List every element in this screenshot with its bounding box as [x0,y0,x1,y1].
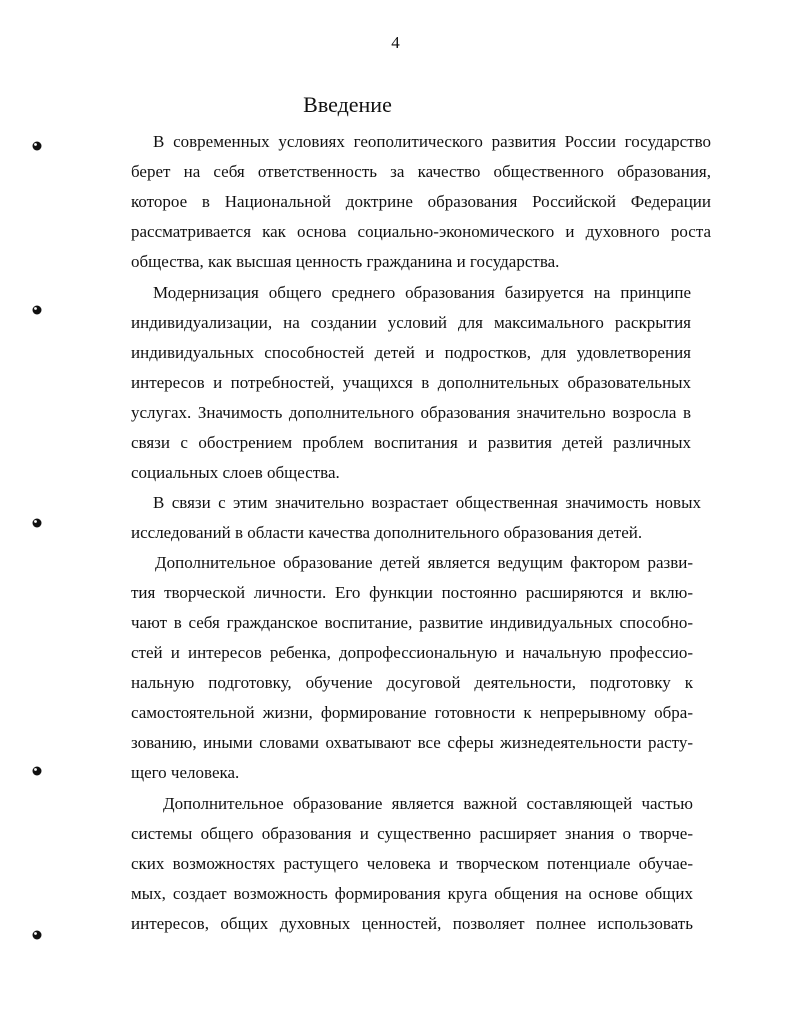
paragraph-4 [131,548,693,788]
text-line: ских возможностях растущего человека и творческом потенциале обучае- [131,854,693,873]
text-line: которое в Национальной доктрине образования Российской Федерации [131,192,711,211]
text-line: чают в себя гражданское воспитание, развитие индивидуальных способно- [131,613,693,632]
page-number: 4 [391,33,400,52]
text-line: индивидуализации, на создании условий для максимального раскрытия [131,313,691,332]
section-heading: Введение [303,92,392,117]
text-line: тия творческой личности. Его функции постоянно расширяются и вклю- [131,583,693,602]
text-line: индивидуальных способностей детей и подростков, для удовлетворения [131,343,691,362]
text-line: самостоятельной жизни, формирование готовности к непрерывному обра- [131,703,693,722]
text-line: услугах. Значимость дополнительного образования значительно возросла в [131,403,691,422]
binding-hole-mark [31,765,43,777]
binding-hole-mark [31,517,43,529]
text-line: стей и интересов ребенка, допрофессиональную и начальную профессио- [131,643,693,662]
text-line: интересов, общих духовных ценностей, позволяет полнее использовать [131,914,693,933]
text-line: социальных слоев общества. [131,463,340,482]
binding-hole-mark [31,929,43,941]
text-line: исследований в области качества дополнительного образования детей. [131,523,643,542]
paragraph-2 [131,278,691,488]
text-line: общества, как высшая ценность гражданина и государства. [131,252,560,271]
text-line: рассматривается как основа социально-экономического и духовного роста [131,222,711,241]
text-line: Дополнительное образование детей является ведущим фактором разви- [155,553,693,572]
text-line: В связи с этим значительно возрастает общественная значимость новых [153,493,701,512]
text-line: Модернизация общего среднего образования базируется на принципе [153,283,691,302]
text-line: интересов и потребностей, учащихся в дополнительных образовательных [131,373,691,392]
text-line: зованию, иными словами охватывают все сферы жизнедеятельности расту- [131,733,693,752]
text-line: связи с обострением проблем воспитания и развития детей различных [131,433,691,452]
text-line: нальную подготовку, обучение досуговой деятельности, подготовку к [131,673,693,692]
text-line: Дополнительное образование является важной составляющей частью [163,794,693,813]
text-line: мых, создает возможность формирования круга общения на основе общих [131,884,693,903]
binding-hole-mark [31,304,43,316]
binding-hole-mark [31,140,43,152]
text-line: щего человека. [131,763,240,782]
paragraph-3 [131,488,701,548]
paragraph-5 [131,789,693,939]
text-line: В современных условиях геополитического развития России государство [153,132,711,151]
text-line: берет на себя ответственность за качество общественного образования, [131,162,711,181]
text-line: системы общего образования и существенно расширяет знания о творче- [131,824,693,843]
paragraph-1 [131,127,711,277]
